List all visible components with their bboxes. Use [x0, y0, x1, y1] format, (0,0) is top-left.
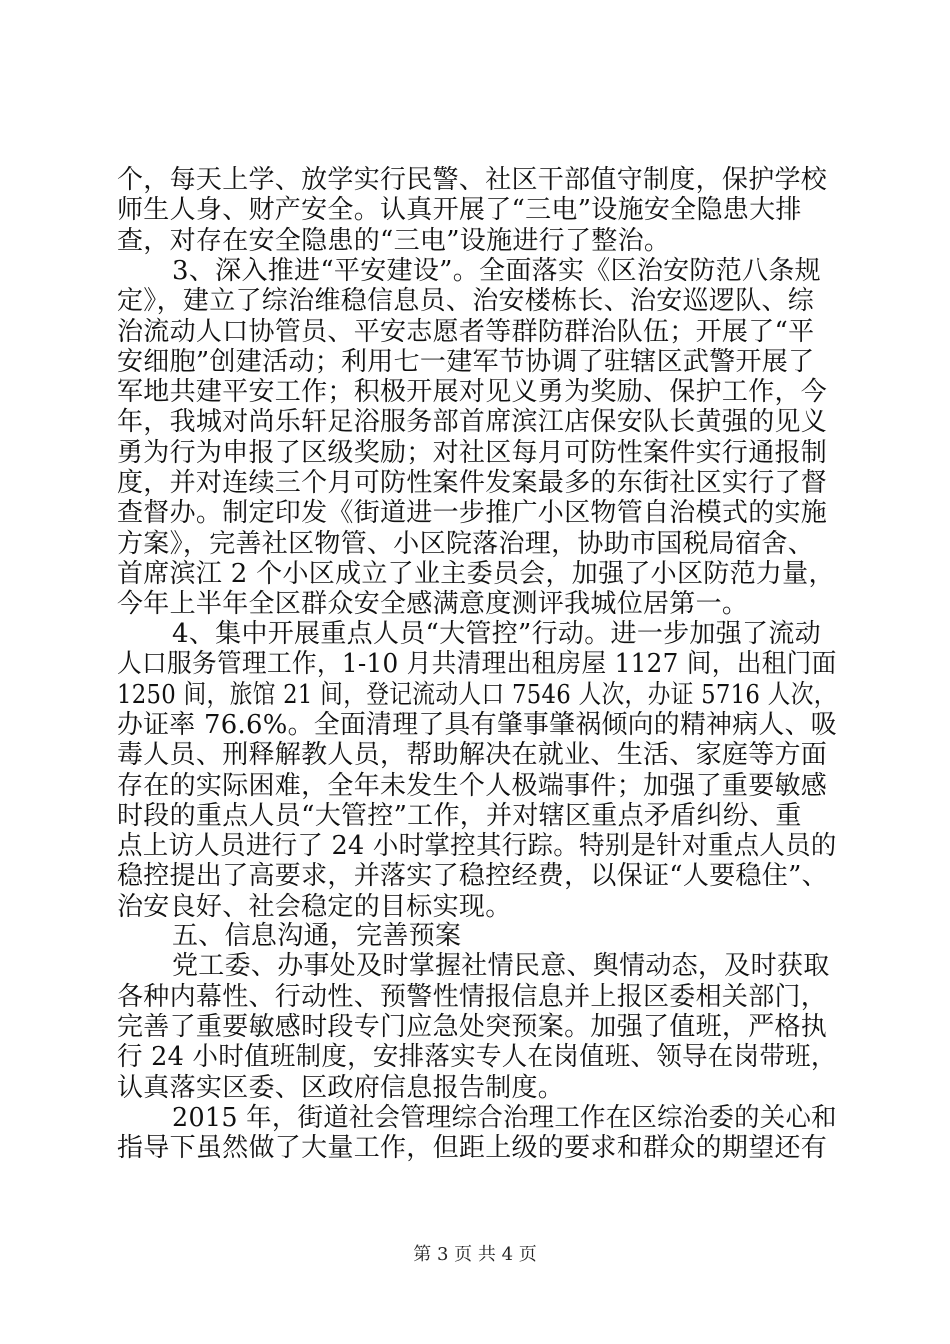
text-line: 行 24 小时值班制度，安排落实专人在岗值班、领导在岗带班，	[117, 1042, 837, 1073]
text-line: 个，每天上学、放学实行民警、社区干部值守制度，保护学校	[117, 165, 828, 195]
text-line: 治流动人口协管员、平安志愿者等群防群治队伍；开展了“平	[117, 316, 815, 347]
text-line: 点上访人员进行了 24 小时掌控其行踪。特别是针对重点人员的	[117, 831, 837, 862]
text-line: 安细胞”创建活动；利用七一建军节协调了驻辖区武警开展了	[117, 346, 815, 377]
text-line: 师生人身、财产安全。认真开展了“三电”设施安全隐患大排	[117, 195, 802, 226]
text-line: 人口服务管理工作，1-10 月共清理出租房屋 1127 间，出租门面	[117, 649, 837, 680]
text-line: 查，对存在安全隐患的“三电”设施进行了整治。	[117, 225, 671, 256]
text-line: 存在的实际困难，全年未发生个人极端事件；加强了重要敏感	[117, 770, 828, 801]
text-line: 查督办。制定印发《街道进一步推广小区物管自治模式的实施	[117, 498, 828, 529]
text-line: 3、深入推进“平安建设”。全面落实《区治安防范八条规	[172, 255, 821, 286]
text-line: 时段的重点人员“大管控”工作，并对辖区重点矛盾纠纷、重	[117, 800, 802, 831]
text-line: 2015 年，街道社会管理综合治理工作在区综治委的关心和	[172, 1102, 837, 1133]
text-line: 定》，建立了综治维稳信息员、治安楼栋长、治安巡逻队、综	[117, 286, 815, 317]
text-line: 方案》，完善社区物管、小区院落治理，协助市国税局宿舍、	[117, 528, 815, 559]
text-line: 首席滨江 2 个小区成立了业主委员会，加强了小区防范力量，	[117, 558, 835, 589]
text-line: 党工委、办事处及时掌握社情民意、舆情动态，及时获取	[172, 951, 830, 982]
text-line: 办证率 76.6%。全面清理了具有肇事肇祸倾向的精神病人、吸	[117, 709, 837, 740]
text-line: 治安良好、社会稳定的目标实现。	[117, 891, 512, 922]
text-line: 度，并对连续三个月可防性案件发案最多的东街社区实行了督	[117, 468, 828, 498]
text-line: 军地共建平安工作；积极开展对见义勇为奖励、保护工作，今	[117, 377, 828, 408]
text-line: 各种内幕性、行动性、预警性情报信息并上报区委相关部门，	[117, 981, 828, 1012]
text-line: 勇为行为申报了区级奖励；对社区每月可防性案件实行通报制	[117, 437, 828, 468]
text-line: 认真落实区委、区政府信息报告制度。	[117, 1072, 565, 1103]
page-footer: 第 3 页 共 4 页	[413, 1244, 537, 1265]
text-line: 今年上半年全区群众安全感满意度测评我城位居第一。	[117, 589, 749, 620]
text-line: 1250 间，旅馆 21 间，登记流动人口 7546 人次，办证 5716 人次，	[117, 679, 837, 710]
text-line: 毒人员、刑释解教人员，帮助解决在就业、生活、家庭等方面	[117, 740, 828, 771]
text-line: 五、信息沟通，完善预案	[172, 921, 462, 951]
text-line: 稳控提出了高要求，并落实了稳控经费，以保证“人要稳住”、	[117, 861, 828, 892]
text-line: 年，我城对尚乐轩足浴服务部首席滨江店保安队长黄强的见义	[117, 407, 828, 438]
text-line: 4、集中开展重点人员“大管控”行动。进一步加强了流动	[172, 619, 821, 649]
text-line: 完善了重要敏感时段专门应急处突预案。加强了值班，严格执	[117, 1011, 828, 1042]
text-line: 指导下虽然做了大量工作，但距上级的要求和群众的期望还有	[117, 1133, 828, 1164]
